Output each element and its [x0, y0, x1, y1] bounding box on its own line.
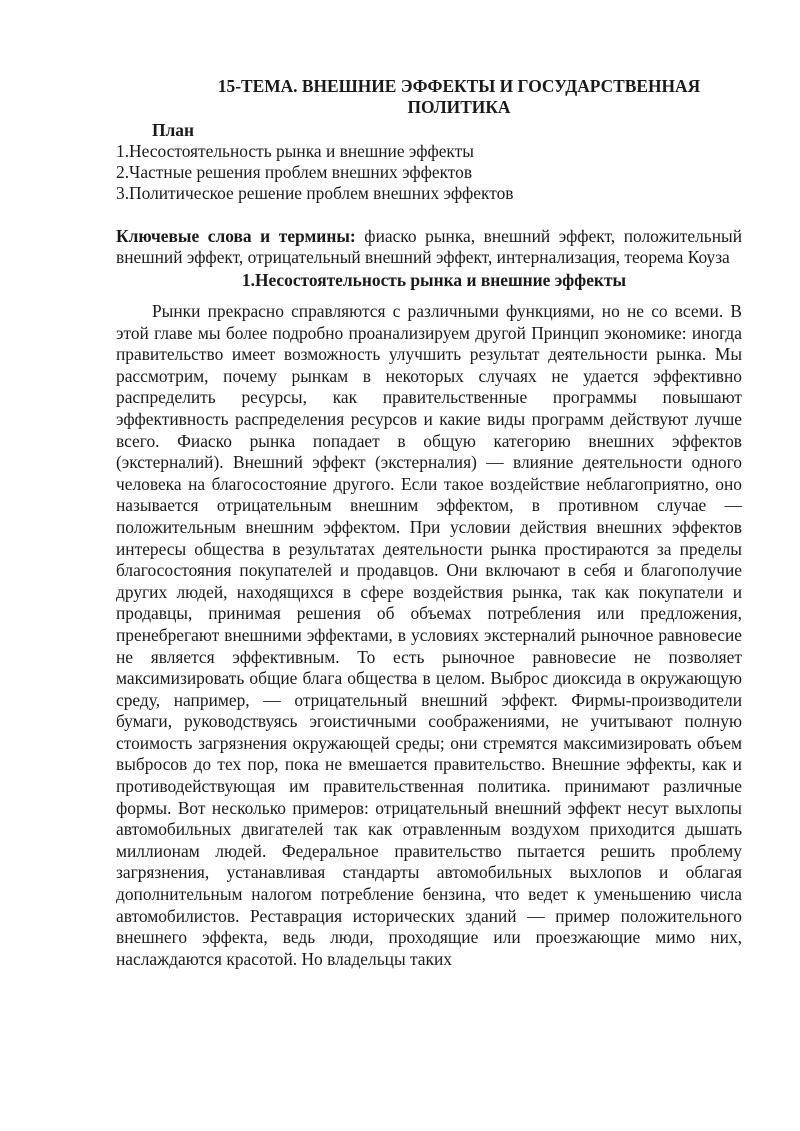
title-line-2: ПОЛИТИКА	[407, 97, 511, 117]
plan-item: 2.Частные решения проблем внешних эффектов	[116, 162, 473, 182]
plan-heading: План	[152, 120, 194, 140]
plan-item: 3.Политическое решение проблем внешних эффектов	[116, 183, 514, 203]
body-paragraph: Рынки прекрасно справляются с различными функциями, но не со всеми. В этой главе мы более подробно проанализируем другой Принцип экономике: иногда правительство имеет возможность улучшить результат деятельности рынка. Мы рассмотрим, почему рынкам в некоторых случаях не удается эффективно распределить ресурсы, как правительственные программы повышают эффективность распределения ресурсов и какие виды программ действуют лучше всего. Фиаско рынка попадает в общую категорию внешних эффектов (экстерналий). Внешний эффект (экстерналия) — влияние деятельности одного человека на благосостояние другого. Если такое воздействие неблагоприятно, оно называется отрицательным внешним эффектом, в противном случае — положительным внешним эффектом. При условии действия внешних эффектов интересы общества в результатах деятельности рынка простираются за пределы благосостояния покупателей и продавцов. Они включают в себя и благополучие других людей, находящихся в сфере воздействия рынка, так как покупатели и продавцы, принимая решения об объемах потребления или предложения, пренебрегают внешними эффектами, в условиях экстерналий рыночное равновесие не является эффективным. То есть рыночное равновесие не позволяет максимизировать общие блага общества в целом. Выброс диоксида в окружающую среду, например, — отрицательный внешний эффект. Фирмы-производители бумаги, руководствуясь эгоистичными соображениями, не учитывают полную стоимость загрязнения окружающей среды; они стремятся максимизировать объем выбросов до тех пор, пока не вмешается правительство. Внешние эффекты, как и противодействующая им правительственная политика. принимают различные формы. Вот несколько примеров: отрицательный внешний эффект несут выхлопы автомобильных двигателей так как отравленным воздухом приходится дышать миллионам людей. Федеральное правительство пытается решить проблему загрязнения, устанавливая стандарты автомобильных выхлопов и облагая дополнительным налогом потребление бензина, что ведет к уменьшению числа автомобилистов. Реставрация исторических зданий — пример положительного внешнего эффекта, ведь люди, проходящие или проезжающие мимо них, наслаждаются красотой. Но владельцы таких	[116, 301, 742, 969]
keywords-paragraph	[116, 226, 742, 268]
keywords-label: Ключевые слова и термины:	[116, 226, 356, 246]
document-title	[116, 76, 742, 118]
keywords-text: фиаско рынка, внешний эффект, положительный внешний эффект, отрицательный внешний эффект, интернализация, теорема Коуза	[116, 226, 742, 267]
plan-item: 1.Несостоятельность рынка и внешние эффекты	[116, 141, 474, 161]
title-line-1: 15-ТЕМА. ВНЕШНИЕ ЭФФЕКТЫ И ГОСУДАРСТВЕННАЯ	[217, 76, 701, 96]
plan-list	[116, 141, 742, 204]
section-heading: 1.Несостоятельность рынка и внешние эффекты	[241, 270, 627, 290]
